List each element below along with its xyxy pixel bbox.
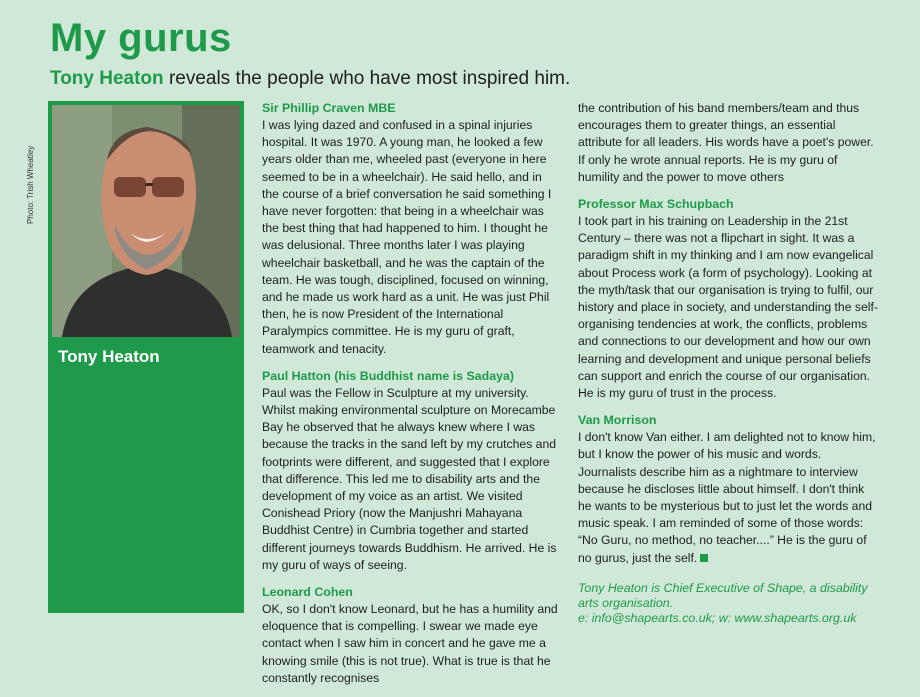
section-body: I was lying dazed and confused in a spinal injuries hospital. It was 1970. A young man, he looked a few years older than me, wheeled past (everyone in here seemed to be in a wheelchair). He said hello, and in the course of a brief conversation he said something I have never forgotten: that being in a wheelchair was the best thing that had happened to him. I thought he was delusional. Three months later I was playing wheelchair basketball, and he was the captain of the team. He was tough, disciplined, focused on winning, and he made us work hard as a unit. He was just Phil then, he is now President of the International Paralympics committee. He is my guru of graft, teamwork and tenacity. [262, 118, 552, 356]
section-body: Paul was the Fellow in Sculpture at my university. Whilst making environmental sculpture on Morecambe Bay he observed that he always knew where I was because the tracks in the sand left by my crutches and footprints were different, and suggested that I explore that difference. This led me to disability arts and the development of my voice as an artist. We visited Conishead Priory (now the Manjushri Mahayana Buddhist Centre) in Cumbria together and started different journeys towards Buddhism. He arrived. He is my guru of ways of seeing. [262, 385, 557, 572]
section-heading: Paul Hatton (his Buddhist name is Sadaya) [262, 368, 514, 383]
article-column-left [262, 100, 562, 697]
section-heading: Sir Phillip Craven MBE [262, 101, 396, 115]
section-heading: Leonard Cohen [262, 585, 353, 600]
subtitle-text: reveals the people who have most inspired him. [168, 68, 571, 89]
profile-photo [52, 105, 240, 337]
section-heading: Van Morrison [578, 413, 657, 428]
author-bio: Tony Heaton is Chief Executive of Shape, a disability arts organisation. [578, 580, 868, 610]
author-footer [578, 581, 878, 626]
section-cohen [262, 584, 562, 687]
section-hatton [262, 368, 562, 574]
section-body: I took part in his training on Leadership in the 21st Century – there was not a flipchart in sight. It was a paradigm shift in my thinking and I am now evangelical about Process work (a form of psychology). Looking at the myth/task that our organisation is trying to fulfil, our history and place in society, and understanding the self-organising tendencies at work, the conflicts, problems and connections to our development and how our own learning and development and unique personal beliefs can support and enrich the course of our organisation. He is my guru of trust in the process. [578, 214, 878, 401]
page-title: My gurus [50, 16, 232, 60]
contact-info: e: info@shapearts.co.uk; w: www.shapearts.org.uk [578, 610, 857, 625]
section-craven [262, 100, 562, 358]
profile-panel [48, 101, 244, 613]
portrait-illustration [52, 105, 240, 337]
section-schupbach [578, 196, 878, 402]
photo-credit: Photo: Trish Wheatley [26, 145, 35, 224]
section-body: the contribution of his band members/team and thus encourages them to greater things, an essential attribute for all leaders. His words have a poet's power. If only he wrote annual reports. He is my guru of humility and the power to move others [578, 101, 874, 184]
section-morrison [578, 412, 878, 567]
section-heading: Professor Max Schupbach [578, 197, 734, 212]
section-body-text: I don't know Van either. I am delighted not to know him, but I know the power of his music and words. Journalists describe him as a nightmare to interview because he discloses little about himself. I don't think he wants to be mysterious but to just let the words and music speak. I am reminded of some of those words: “No Guru, no method, no teacher....” He is the guru of no gurus, just the self. [578, 430, 876, 565]
subtitle-name: Tony Heaton [50, 68, 164, 89]
section-body: OK, so I don't know Leonard, but he has a humility and eloquence that is compelling. I swear we made eye contact when I saw him in concert and he gave me a knowing smile (this is not true). What is true is that he constantly recognises [262, 602, 558, 685]
profile-name: Tony Heaton [58, 347, 160, 366]
section-cohen-continued [578, 100, 878, 186]
article-column-right [578, 100, 878, 626]
section-body [578, 429, 878, 567]
page-subtitle [50, 68, 570, 90]
end-mark-icon [700, 554, 708, 562]
